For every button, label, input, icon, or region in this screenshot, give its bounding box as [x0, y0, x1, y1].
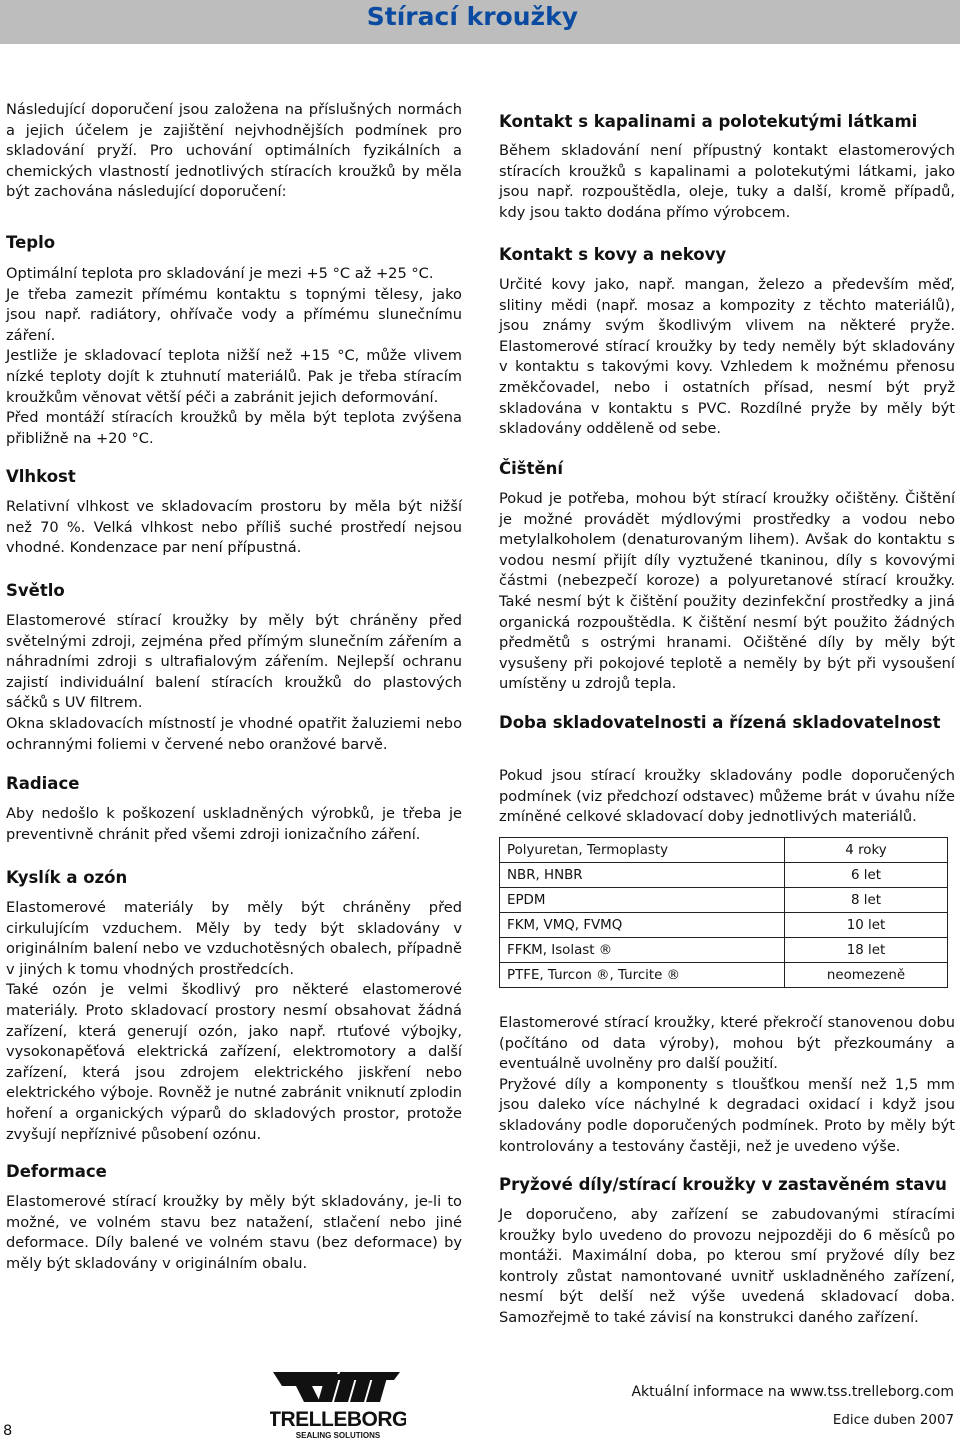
material-cell: NBR, HNBR: [500, 863, 785, 888]
deformace-text: [6, 1192, 462, 1274]
heading-svetlo: Světlo: [6, 581, 65, 600]
table-row: [500, 838, 948, 863]
cisteni-text: [499, 489, 955, 695]
kyslik-paragraph-1: Elastomerové materiály by měly být chráněny před cirkulujícím vzduchem. Měly by tedy být skladovány v originálním balení nebo ve vzduchotěsných obalech, případně v jiných k tomu vhodných prostředcích.: [6, 899, 462, 978]
table-row: [500, 938, 948, 963]
shelf-life-cell: 18 let: [785, 938, 948, 963]
shelf-life-cell: neomezeně: [785, 963, 948, 988]
section-vlhkost: [6, 466, 462, 488]
vlhkost-text: [6, 497, 462, 559]
shelf-life-cell: 8 let: [785, 888, 948, 913]
brand-name: TRELLEBORG: [270, 1408, 406, 1431]
zastaveny-text: [499, 1205, 955, 1329]
section-zastaveny: [499, 1174, 955, 1196]
heading-vlhkost: Vlhkost: [6, 467, 76, 486]
material-cell: EPDM: [500, 888, 785, 913]
heading-doba: Doba skladovatelnosti a řízená skladovatelnost: [499, 713, 941, 732]
shelf-life-table-wrap: [499, 837, 955, 988]
kyslik-paragraph-2: Také ozón je velmi škodlivý pro některé elastomerové materiály. Proto skladovací prostory nesmí obsahovat žádná zařízení, která generují ozón, jako např. rtuťové výbojky, vysokonapěťová elektrická zařízení, elektromotory a další zařízení, která jsou zdrojem elektrického jiskření nebo elektrického výboje. Rovněž je nutné zabránit vniknutí zplodin hoření a organických výparů do skladových prostor, protože zvyšují nepříznivé působení ozónu.: [6, 981, 462, 1143]
material-cell: FKM, VMQ, FVMQ: [500, 913, 785, 938]
teplo-paragraph-3: Jestliže je skladovací teplota nižší než +15 °C, může vlivem nízké teploty dojít k ztuhnutí materiálů. Pak je třeba stíracím kroužkům věnovat větší péči a zabránit jejich deformování.: [6, 347, 462, 406]
table-row: [500, 863, 948, 888]
svetlo-text: [6, 611, 462, 755]
deformace-paragraph: Elastomerové stírací kroužky by měly být skladovány, je-li to možné, ve volném stavu bez natažení, stlačení nebo jiné deformace. Díly balené ve volném stavu (bez deformace) by měly být skladovány v originálním obalu.: [6, 1193, 462, 1272]
shelf-life-cell: 6 let: [785, 863, 948, 888]
footer-info: Aktuální informace na www.tss.trelleborg.com: [631, 1384, 954, 1400]
doba-text: [499, 766, 955, 828]
heading-cisteni: Čištění: [499, 459, 564, 478]
vlhkost-paragraph: Relativní vlhkost ve skladovacím prostoru by měla být nižší než 70 %. Velká vlhkost nebo příliš suché prostředí nejsou vhodné. Kondenzace par není přípustná.: [6, 498, 462, 557]
section-doba: [499, 712, 955, 734]
intro-paragraph: Následující doporučení jsou založena na příslušných normách a jejich účelem je zajištění nejvhodnějších podmínek pro skladování pryží. Pro uchování optimálních fyzikálních a chemických vlastností jednotlivých stíracích kroužků by měla být zachována následující doporučení:: [6, 101, 462, 201]
section-svetlo: [6, 580, 462, 602]
svetlo-paragraph-1: Elastomerové stírací kroužky by měly být chráněny před světelnými zdroji, zejména před přímým slunečním zářením a náhradními zdroji s ultrafialovým zářením. Nejlepší ochranu zajistí individuální balení stíracích kroužků do plastových sáčků s UV filtrem.: [6, 612, 462, 712]
radiace-paragraph: Aby nedošlo k poškození uskladněných výrobků, je třeba je preventivně chránit před všemi zdroji ionizačního záření.: [6, 805, 462, 843]
table-row: [500, 963, 948, 988]
kontakt-text: [499, 141, 955, 223]
heading-teplo: Teplo: [6, 233, 56, 252]
cisteni-paragraph: Pokud je potřeba, mohou být stírací kroužky očištěny. Čištění je možné provádět mýdlovými prostředky a vodou nebo metylalkoholem (denaturovaným lihem). Avšak do kontaktu s vodou nesmí přijít díly vyztužené tkaninou, díly s kovovými částmi (nebezpečí koroze) a polyuretanové stírací kroužky. Také nesmí být k čištění použity dezinfekční prostředky a jiná organická rozpouštědla. K čištění nesmí být použito žádných předmětů s ostrými hranami. Očištěné díly by měly být vysušeny při pokojové teplotě a neměly by být při vysoušení umístěny u zdrojů tepla.: [499, 490, 955, 693]
teplo-paragraph-2: Je třeba zamezit přímému kontaktu s topnými tělesy, jako jsou např. radiátory, ohřívače vody a přímému slunečnímu záření.: [6, 285, 462, 344]
heading-deformace: Deformace: [6, 1162, 107, 1181]
heading-radiace: Radiace: [6, 774, 80, 793]
zastaveny-paragraph: Je doporučeno, aby zařízení se zabudovanými stíracími kroužky bylo uvedeno do provozu nejpozději do 6 měsíců po montáži. Maximální doba, po kterou smí pryžové díly bez kontroly zůstat namontované uvnitř uskladněného zařízení, nesmí být delší než výše uvedená skladovací doba. Samozřejmě to také závisí na konstrukci daného zařízení.: [499, 1206, 955, 1326]
page-number: 8: [3, 1422, 13, 1439]
doba-text-2: [499, 1013, 955, 1157]
teplo-paragraph-1: Optimální teplota pro skladování je mezi +5 °C až +25 °C.: [6, 265, 434, 282]
doba-paragraph: Pokud jsou stírací kroužky skladovány podle doporučených podmínek (viz předchozí odstavec) můžeme brát v úvahu níže zmíněné celkové skladovací doby jednotlivých materiálů.: [499, 767, 955, 826]
section-teplo: [6, 232, 462, 254]
footer-edition: Edice duben 2007: [832, 1413, 954, 1428]
trelleborg-logo: [270, 1370, 406, 1442]
material-cell: Polyuretan, Termoplasty: [500, 838, 785, 863]
shelf-life-cell: 10 let: [785, 913, 948, 938]
section-radiace: [6, 773, 462, 795]
radiace-text: [6, 804, 462, 845]
table-row: [500, 888, 948, 913]
svetlo-paragraph-2: Okna skladovacích místností je vhodné opatřit žaluziemi nebo ochrannými foliemi v červené nebo oranžové barvě.: [6, 714, 462, 753]
section-deformace: [6, 1161, 462, 1183]
trelleborg-emblem-icon: [270, 1370, 406, 1442]
page-title: Stírací kroužky: [366, 2, 578, 31]
page-header: [0, 0, 960, 44]
intro-block: [6, 100, 462, 203]
heading-kontakt: Kontakt s kapalinami a polotekutými látkami: [499, 112, 918, 131]
doba-paragraph-2: Elastomerové stírací kroužky, které překročí stanovenou dobu (počítáno od data výroby), mohou být přezkoumány a eventuálně uvolněny pro další použití.: [499, 1014, 955, 1073]
section-kontakt: [499, 111, 955, 133]
kovy-text: [499, 275, 955, 440]
shelf-life-table: [499, 837, 948, 988]
teplo-text: [6, 264, 462, 449]
material-cell: FFKM, Isolast ®: [500, 938, 785, 963]
heading-kovy: Kontakt s kovy a nekovy: [499, 245, 727, 264]
shelf-life-cell: 4 roky: [785, 838, 948, 863]
brand-subtitle: SEALING SOLUTIONS: [295, 1431, 381, 1440]
section-cisteni: [499, 458, 955, 480]
doba-paragraph-3: Pryžové díly a komponenty s tloušťkou menší než 1,5 mm jsou daleko více náchylné k degradaci oxidací i když jsou skladovány podle doporučených podmínek. Proto by měly být kontrolovány a testovány častěji, než je uvedeno výše.: [499, 1075, 955, 1155]
heading-kyslik: Kyslík a ozón: [6, 868, 128, 887]
section-kovy: [499, 244, 955, 266]
heading-zastaveny: Pryžové díly/stírací kroužky v zastavěném stavu: [499, 1175, 947, 1194]
teplo-paragraph-4: Před montáží stíracích kroužků by měla být teplota zvýšena přibližně na +20 °C.: [6, 409, 462, 447]
kontakt-paragraph: Během skladování není přípustný kontakt elastomerových stíracích kroužků s kapalinami a polotekutými látkami, jako jsou např. rozpouštědla, oleje, tuky a další, kromě případů, kdy jsou takto dodána přímo výrobcem.: [499, 142, 955, 221]
section-kyslik: [6, 867, 462, 889]
material-cell: PTFE, Turcon ®, Turcite ®: [500, 963, 785, 988]
table-row: [500, 913, 948, 938]
kyslik-text: [6, 898, 462, 1145]
kovy-paragraph: Určité kovy jako, např. mangan, železo a především měď, slitiny mědi (např. mosaz a kompozity z těchto materiálů), jsou známy svým škodlivým vlivem na některé pryže. Elastomerové stírací kroužky by tedy neměly být skladovány v kontaktu s takovými kovy. Vzhledem k možnému přenosu změkčovadel, nebo i ostatních přísad, nesmí být pryž skladována v kontaktu s PVC. Rozdílné pryže by měly být skladovány odděleně od sebe.: [499, 276, 955, 438]
